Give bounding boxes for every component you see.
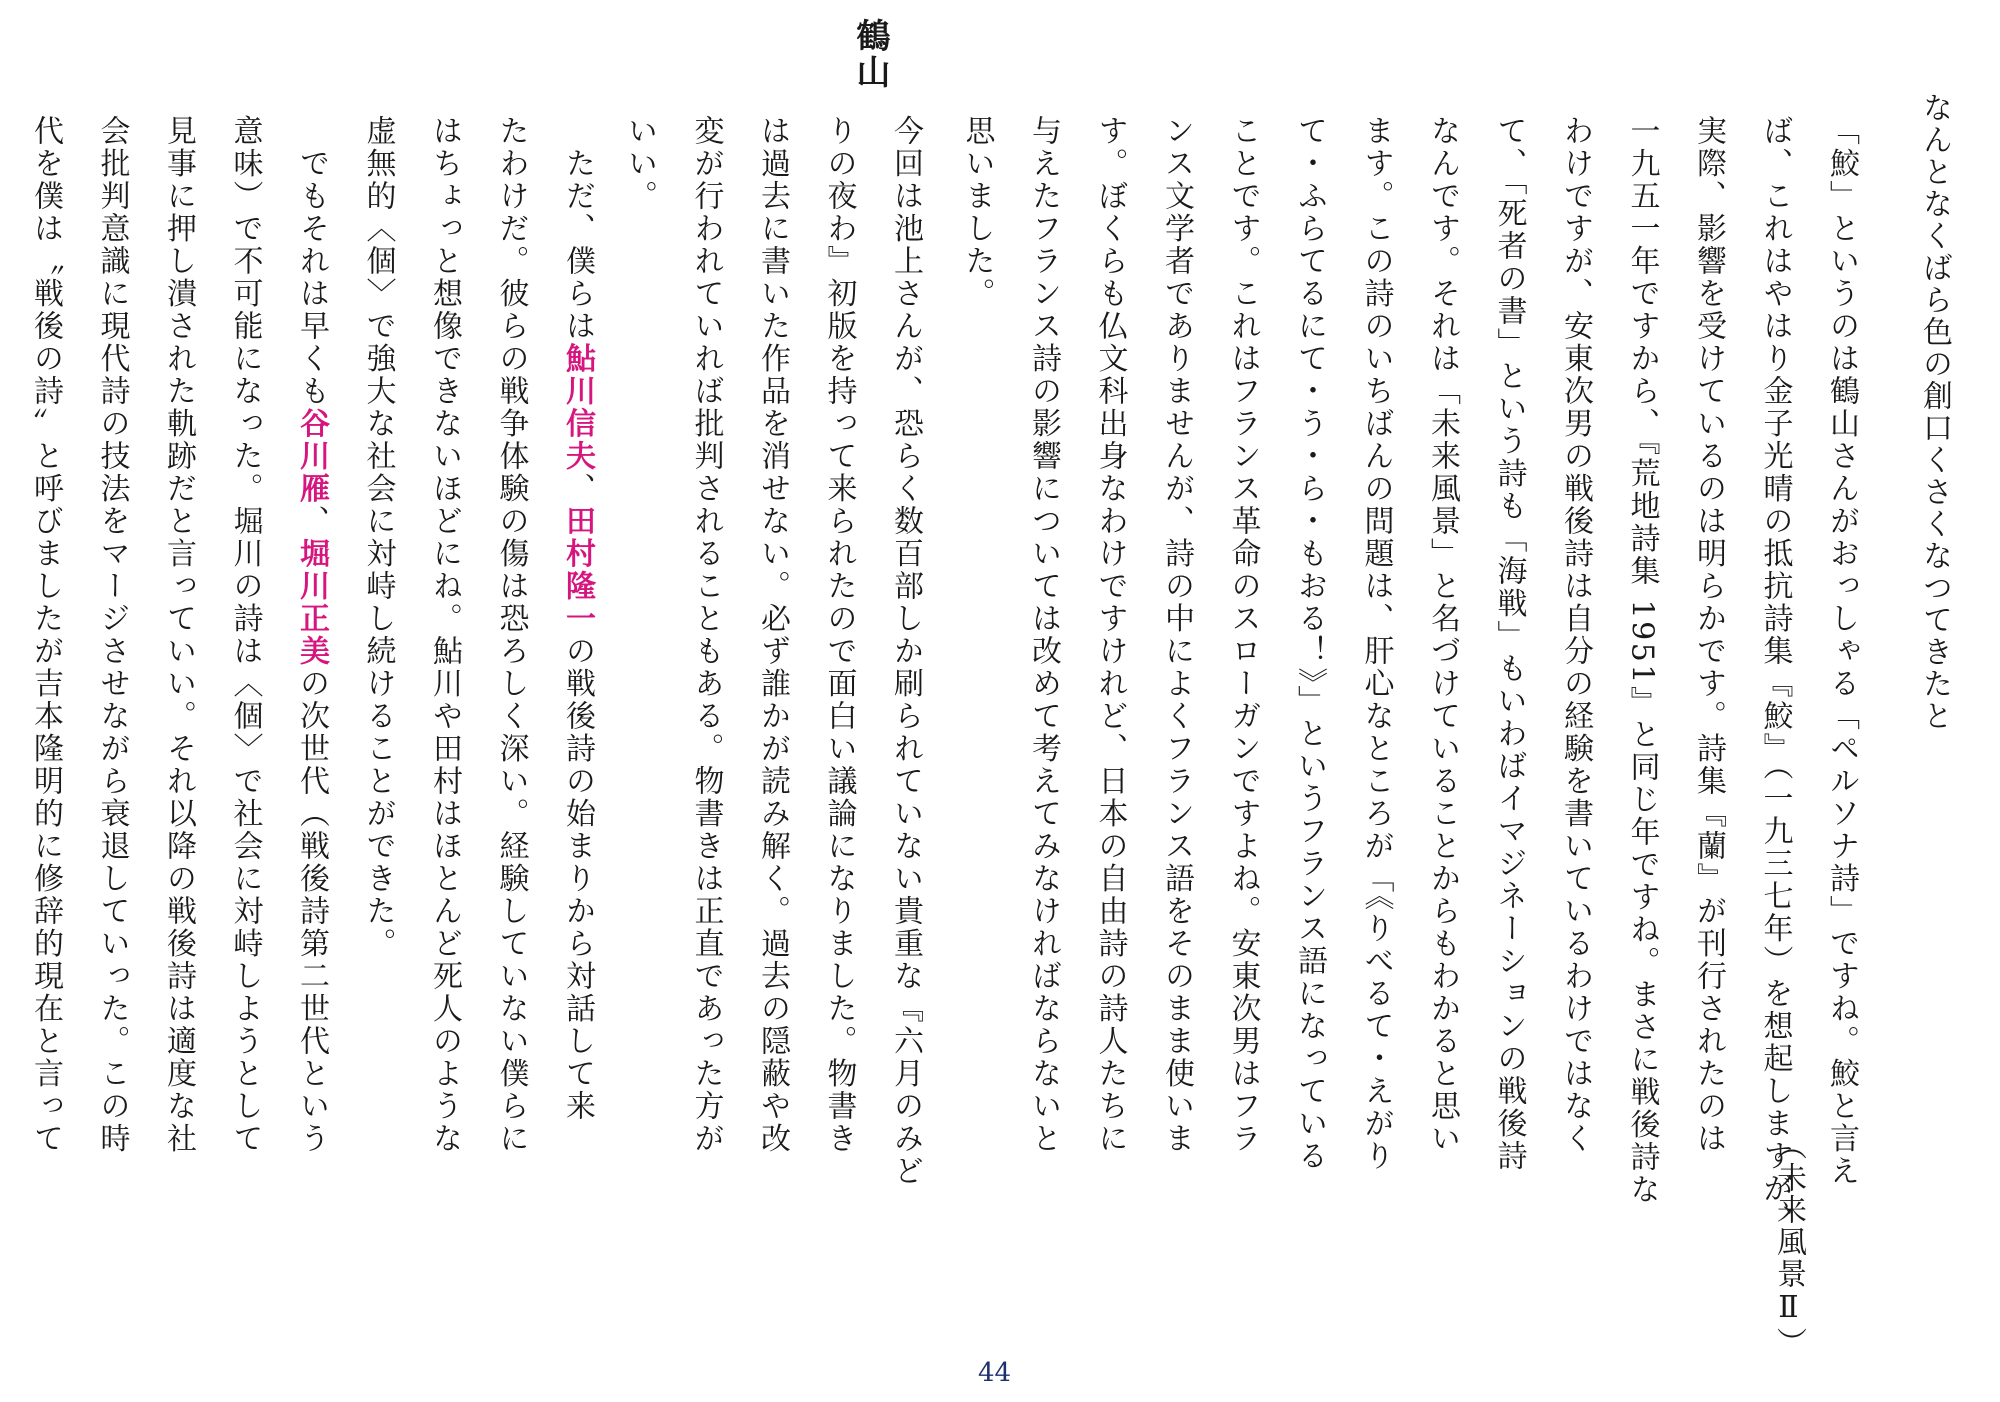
text-line: 会批判意識に現代詩の技法をマージさせながら衰退していった。この時 bbox=[94, 115, 130, 1155]
text-line: 一九五一年ですから、『荒地詩集 1951』と同じ年ですね。まさに戦後詩な bbox=[1624, 115, 1660, 1206]
left-text-block bbox=[10, 115, 610, 1355]
text-line: は過去に書いた作品を消せない。必ず誰かが読み解く。過去の隠蔽や改 bbox=[755, 115, 790, 1155]
speaker-name: 鶴山 bbox=[850, 18, 890, 90]
text-line: ンス文学者でありませんが、詩の中によくフランス語をそのまま使いま bbox=[1159, 115, 1194, 1155]
text-run: の戦後詩の始まりから対話して来 bbox=[560, 635, 595, 1123]
text-line: ます。この詩のいちばんの問題は、肝心なところが「《りべるて・えがり bbox=[1358, 115, 1394, 1173]
text-line: 実際、影響を受けているのは明らかです。詩集『蘭』が刊行されたのは bbox=[1691, 115, 1726, 1155]
text-line: て・ふらてるにて・う・ら・もおる！》」というフランス語になっている bbox=[1292, 115, 1327, 1173]
text-line: て、「死者の書」という詩も「海戦」もいわばイマジネーションの戦後詩 bbox=[1491, 115, 1527, 1173]
poem-caption: （未来風景Ⅱ） bbox=[1771, 1130, 1806, 1359]
page-number: 44 bbox=[978, 1358, 1012, 1388]
text-run: でもそれは早くも bbox=[294, 115, 329, 408]
text-line: 今回は池上さんが、恐らく数百部しか刷られていない貴重な『六月のみど bbox=[888, 115, 923, 1188]
text-line: 代を僕は〝戦後の詩〟と呼びましたが吉本隆明的に修辞的現在と言って bbox=[28, 115, 63, 1155]
text-run: 、 bbox=[560, 472, 595, 505]
middle-text-block bbox=[598, 115, 938, 1355]
poet-name-highlight: 田村隆一 bbox=[560, 505, 595, 635]
text-line bbox=[278, 115, 345, 1355]
right-text-block bbox=[934, 115, 1874, 1355]
text-line: ことです。これはフランス革命のスローガンですよね。安東次男はフラ bbox=[1225, 115, 1261, 1155]
text-run: 、 bbox=[294, 505, 329, 538]
text-run: の次世代（戦後詩第二世代という bbox=[294, 667, 329, 1155]
text-line bbox=[544, 115, 611, 1355]
text-line: 与えたフランス詩の影響については改めて考えてみなければならないと bbox=[1026, 115, 1061, 1155]
text-line: いい。 bbox=[622, 115, 657, 213]
text-line: たわけだ。彼らの戦争体験の傷は恐ろしく深い。経験していない僕らに bbox=[493, 115, 529, 1155]
text-line: 意味）で不可能になった。堀川の詩は〈個〉で社会に対峙しようとして bbox=[227, 115, 263, 1155]
opening-line: なんとなくばら色の創口くさくなつてきたと bbox=[1917, 92, 1952, 732]
text-line: 虚無的〈個〉で強大な社会に対峙し続けることができた。 bbox=[360, 115, 396, 960]
text-line: ば、これはやはり金子光晴の抵抗詩集『鮫』（一九三七年）を想起しますが、 bbox=[1757, 115, 1793, 1238]
text-line: なんです。それは「未来風景」と名づけていることからもわかると思い bbox=[1425, 115, 1460, 1155]
text-line: りの夜わ』初版を持って来られたので面白い議論になりました。物書き bbox=[821, 115, 857, 1155]
text-line: 変が行われていれば批判されることもある。物書きは正直であった方が bbox=[688, 115, 724, 1155]
text-line: はちょっと想像できないほどにね。鮎川や田村はほとんど死人のような bbox=[427, 115, 462, 1155]
poet-name-highlight: 堀川正美 bbox=[294, 537, 329, 668]
poet-name-highlight: 谷川雁 bbox=[294, 407, 329, 505]
text-run: ただ、僕らは bbox=[560, 115, 595, 343]
text-line: 見事に押し潰された軌跡だと言っていい。それ以降の戦後詩は適度な社 bbox=[161, 115, 196, 1155]
text-line: わけですが、安東次男の戦後詩は自分の経験を書いているわけではなく bbox=[1558, 115, 1593, 1155]
text-line: 思いました。 bbox=[959, 115, 995, 310]
text-line: 「鮫」というのは鶴山さんがおっしゃる「ペルソナ詩」ですね。鮫と言え bbox=[1824, 115, 1859, 1188]
text-line: す。ぼくらも仏文科出身なわけですけれど、日本の自由詩の詩人たちに bbox=[1092, 115, 1128, 1155]
poet-name-highlight: 鮎川信夫 bbox=[560, 342, 595, 473]
